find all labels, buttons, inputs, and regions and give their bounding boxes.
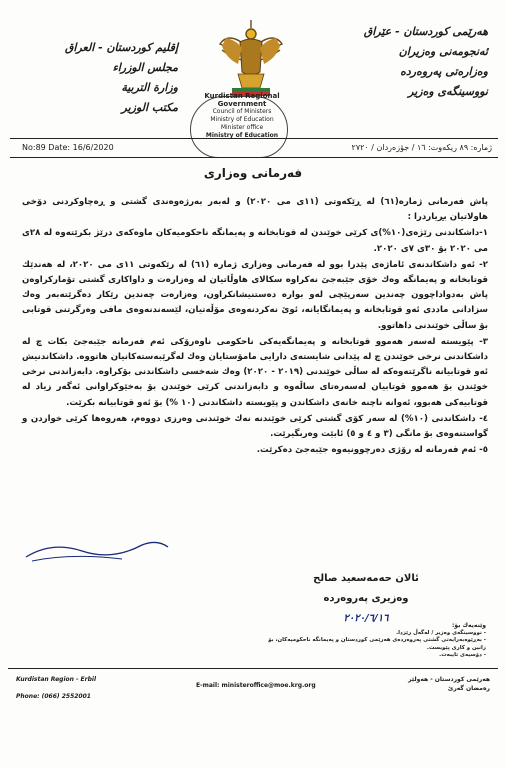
header-line: نووسینگەی وەزیر <box>408 85 488 98</box>
body-paragraph: ٣- پێویستە لەسەر هەموو قوتابخانە و پەیمانگەیەكی ناحكومی ناوەرۆكی ئەم فەرمانە جێبەجێ بكات چ لە داشكاندنی نرخی خوێندن چ لە پێدانی شایستەی دارایی مامۆستایان وەك لەگرێبەستەكانیان هاتووە. داشكاندنیش ئەو قوتابیانە ناگرێتەوەكە لە ساڵی خوێندنی (٢٠١٩ - ٢٠٢٠) وەك شەخسی داشكاندنی بۆكراوە. دابەزاندنی نرخی خوێندن بۆ هەموو قوتابیان لەسەرەتای ساڵەوە و دابەزاندنی كرێی خوێندن بۆ بەخێوكراوانی ئەگەر زیاد لە قوتابیەكی هەبوو، ئەوانە ناچنە خانەی داشكاندن و پێویستە داشكاندنی (١٠ %) بۆ ئەو قوتابیانە بكرێت. <box>22 336 489 408</box>
footer-left <box>16 675 96 701</box>
distribution-item: - نووسینگەی وەزیر / لەگەڵ رێزدا. <box>396 629 486 636</box>
footer-region-latin: Kurdistan Region - Erbil <box>16 676 97 683</box>
header-arabic <box>28 38 178 118</box>
distribution-item: - بەڕێوەبەرایەتی گشتی پەروەردەی هەرێمی كوردستان و پەیمانگە ناحكومیەكان، بۆ زانین و كاری پێویست. <box>268 637 486 651</box>
eagle-emblem-icon <box>208 14 294 102</box>
body-paragraph: ٥- ئەم فەرمانە لە رۆژی دەرچوونیەوە جێبەجێ دەكرێت. <box>256 445 488 456</box>
body-paragraph: ٢- ئەو داشكاندنەی ئاماژەی پێدرا بوو لە فەرمانی وەزاری ژمارە (٦١) لە رێكەوتی ١١ی می ٢٠٢٠، لە هەندێك قوتابخانە و پەیمانگە وەك خۆی جێبەجێ نەكراوە سكالای هاوڵاتیان لە وەزارەت و داواكاری گشتی تۆماركراوەن پاش بەدواداچوون چەندین سەرپێچی لەو بوارە دەستنیشانكراون، وەزارەت چەندین رێكار دەگرێتەبەر وەك سزادانی ماددی ئەو قوتابخانە و پەیمانگایانە، ئوێ نەكردنەوەی مۆڵەتیان، لێسەندنەوەی مافی وەرگرتنی قوتابی بۆ ساڵی خوێندنی داهاتوو. <box>22 259 488 331</box>
distribution-item: - دۆسیەی تایبەت. <box>439 652 486 659</box>
footer-right <box>340 675 490 693</box>
distribution-list <box>256 622 486 660</box>
distribution-header: وێنەیەك بۆ: <box>452 622 486 629</box>
header-line: مجلس الوزراء <box>112 61 178 74</box>
signature-block <box>296 569 436 629</box>
header-line: مكتب الوزير <box>121 101 178 114</box>
footer-region-kurdish: هەرێمی كوردستان - هەولێر <box>408 676 490 683</box>
footer-phone: Phone: (066) 2552001 <box>16 693 91 700</box>
header-line: وەزارەتی پەروەردە <box>400 65 488 78</box>
page-footer <box>8 668 498 711</box>
header-line: وزارة التربية <box>121 81 178 94</box>
header-kurdish <box>328 22 488 102</box>
footer-street: رەمضان گەرێ <box>447 685 490 692</box>
doc-number-kurdish: ژمارە: ٨٩ ریکەوت: ١٦ / جۆزەردان / ٢٧٢٠ <box>351 143 492 152</box>
doc-number-latin: No:89 Date: 16/6/2020 <box>22 143 114 152</box>
header-line: ئەنجومەنی وەزیران <box>398 45 488 58</box>
signature-date: ٢٠٢٠/٦/١٦ <box>343 613 389 624</box>
body-paragraph: ٤- داشكاندنی (١٠%) لە سەر كۆی گشتی كرێی خوێندنە نەك خوێندنی وەرزی دووەم، هەروەها كرێی خواردن و گواستنەوەی بۆ مانگی (٣ و ٤ و ٥) ئابێت وەربگیرێت. <box>22 413 489 440</box>
body-paragraph: ١-داشكاندنی رێژەی(١٠%)ی كرێی خوێندن لە قوتابخانە و پەیمانگە ناحكومیەكان ماوەكەی درێژ بكرێتەوە لە ٢٨ی می ٢٠٢٠ بۆ ٣٠ی ٧ی ٢٠٢٠. <box>22 228 488 254</box>
header-line: إقليم كوردستان - العراق <box>64 41 178 54</box>
document-body <box>22 195 488 459</box>
seal-text: Kurdistan Regional Government Council of Ministers Ministry of Education Minister office Ministry of Education <box>204 92 280 139</box>
signer-name: ئالان حەمەسعید صالح <box>313 573 419 584</box>
footer-email: E-mail: ministeroffice@moe.krg.org <box>196 682 316 689</box>
signer-role: وەزیری پەروەردە <box>323 593 409 604</box>
reference-number-bar <box>10 138 498 158</box>
body-paragraph: پاش فەرمانی ژمارە(٦١) لە ڕێكەوتی (١١ی می ٢٠٢٠) و لەبەر بەرژەوەندی گشتی و ڕەچاوكردنی دۆخی هاولاتیان بڕیاردرا : <box>22 197 488 223</box>
handwritten-signature-icon <box>22 535 172 565</box>
header-line: هەرێمی كوردستان - عێراق <box>363 25 488 38</box>
document-title: فەرمانی وەزاری <box>203 166 303 180</box>
